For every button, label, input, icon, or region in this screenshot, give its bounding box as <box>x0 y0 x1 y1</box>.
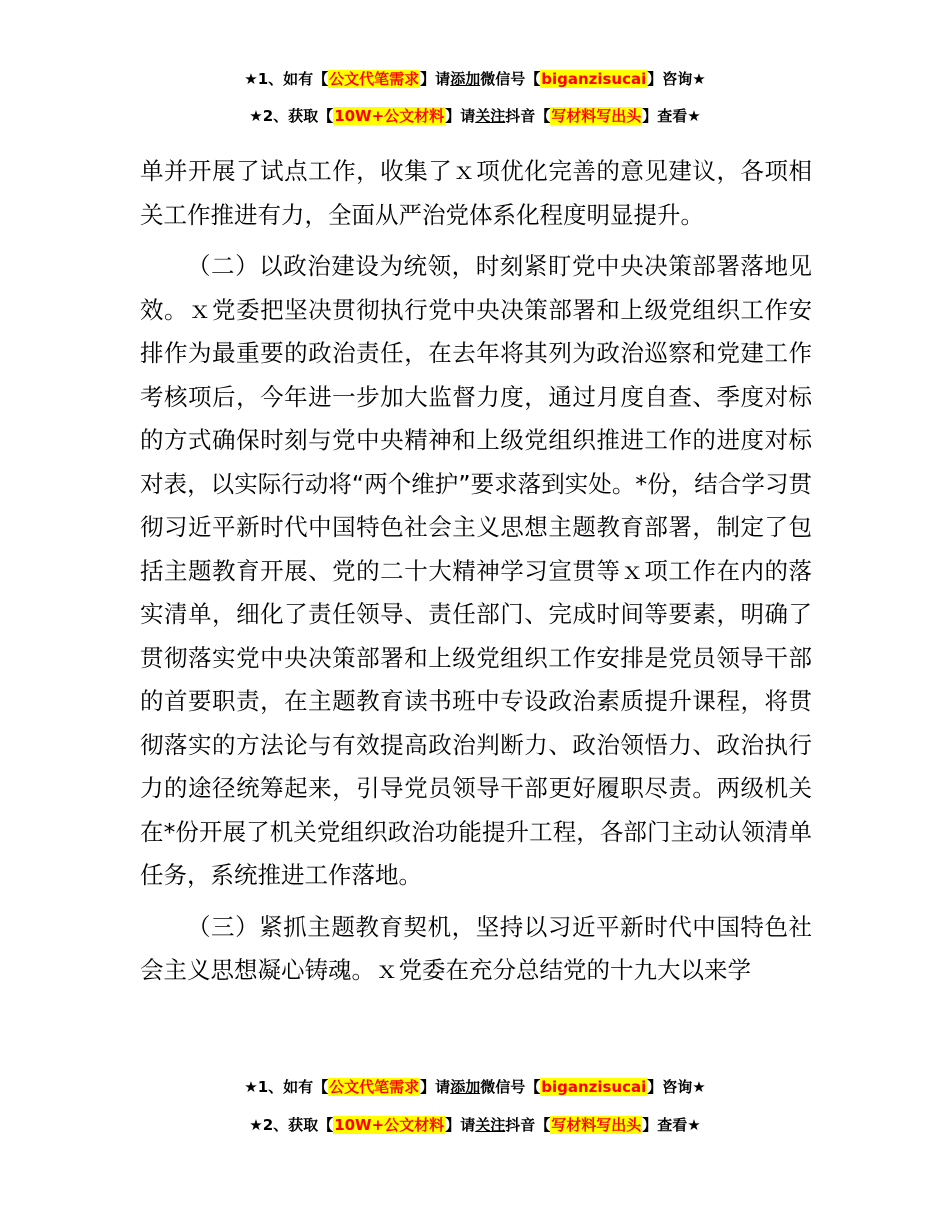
highlight-douyin-account: 写材料写出头 <box>551 107 642 125</box>
paragraph-3: （三）紧抓主题教育契机，坚持以习近平新时代中国特色社会主义思想凝心铸魂。ｘ党委在充分总结党的十九大以来学 <box>140 912 812 984</box>
notice-text: ★1、如有【 <box>244 1078 329 1096</box>
paragraph-2: （二）以政治建设为统领，时刻紧盯党中央决策部署落地见效。ｘ党委把坚决贯彻执行党中央决策部署和上级党组织工作安排作为最重要的政治责任，在去年将其列为政治巡察和党建工作考核项后，今年进一步加大监督力度，通过月度自查、季度对标的方式确保时刻与党中央精神和上级党组织推进工作的进度对标对表，以实际行动将“两个维护”要求落到实处。*份，结合学习贯彻习近平新时代中国特色社会主义思想主题教育部署，制定了包括主题教育开展、党的二十大精神学习宣贯等ｘ项工作在内的落实清单，细化了责任领导、责任部门、完成时间等要素，明确了贯彻落实党中央决策部署和上级党组织工作安排是党员领导干部的首要职责，在主题教育读书班中专设政治素质提升课程，将贯彻落实的方法论与有效提高政治判断力、政治领悟力、政治执行力的途径统筹起来，引导党员领导干部更好履职尽责。两级机关在*份开展了机关党组织政治功能提升工程，各部门主动认领清单任务，系统推进工作落地。 <box>140 252 812 889</box>
notice-text: 】请 <box>445 107 476 125</box>
notice-text: 】请 <box>420 70 451 88</box>
footer-notice-line-1 <box>0 1076 950 1098</box>
notice-text: 】请 <box>445 1116 476 1134</box>
notice-text: 抖音【 <box>505 1116 551 1134</box>
notice-text: 抖音【 <box>505 107 551 125</box>
notice-text: 】咨询★ <box>647 70 706 88</box>
notice-text: ★1、如有【 <box>244 70 329 88</box>
notice-text: 微信号【 <box>480 1078 541 1096</box>
notice-text: 】咨询★ <box>647 1078 706 1096</box>
notice-text: 】查看★ <box>642 107 701 125</box>
paragraph-1: 单并开展了试点工作，收集了ｘ项优化完善的意见建议，各项相关工作推进有力，全面从严治党体系化程度明显提升。 <box>140 157 812 229</box>
underlined-word: 关注 <box>475 107 506 125</box>
highlight-wechat-id: biganzisucai <box>541 1078 647 1096</box>
notice-text: 】查看★ <box>642 1116 701 1134</box>
underlined-word: 关注 <box>475 1116 506 1134</box>
footer-notice-line-2 <box>0 1114 950 1136</box>
highlight-materials: 10W+公文材料 <box>334 107 445 125</box>
notice-text: 】请 <box>420 1078 451 1096</box>
underlined-word: 添加 <box>450 1078 481 1096</box>
notice-text: ★2、获取【 <box>249 1116 334 1134</box>
highlight-service: 公文代笔需求 <box>329 70 420 88</box>
header-notice-line-1 <box>0 68 950 90</box>
document-body <box>140 150 812 993</box>
highlight-douyin-account: 写材料写出头 <box>551 1116 642 1134</box>
highlight-service: 公文代笔需求 <box>329 1078 420 1096</box>
notice-text: 微信号【 <box>480 70 541 88</box>
notice-text: ★2、获取【 <box>249 107 334 125</box>
highlight-materials: 10W+公文材料 <box>334 1116 445 1134</box>
underlined-word: 添加 <box>450 70 481 88</box>
header-notice-line-2 <box>0 105 950 127</box>
highlight-wechat-id: biganzisucai <box>541 70 647 88</box>
